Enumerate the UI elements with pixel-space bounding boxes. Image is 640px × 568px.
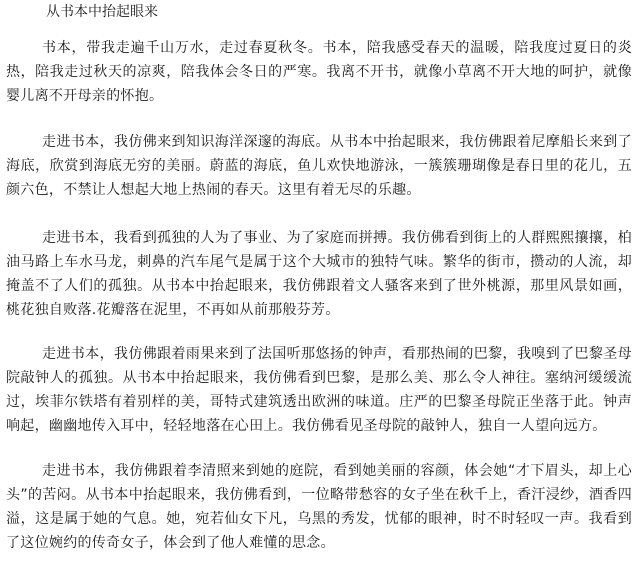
article-title: 从书本中抬起眼来 — [46, 4, 158, 20]
paragraph-5: 走进书本，我仿佛跟着李清照来到她的庭院，看到她美丽的容颜，体会她“才下眉头，却上心头”的苦闷。从书本中抬起眼来，我仿佛看到，一位略带愁容的女子坐在秋千上，香汗浸纱，酒香四溢，这是属于她的气息。她，宛若仙女下凡，乌黑的秀发，忧郁的眼神，时不时轻叹一声。我看到了这位婉约的传奇女子，体会到了他人难懂的思念。 — [6, 463, 632, 551]
paragraph-1: 书本，带我走遍千山万水，走过春夏秋冬。书本，陪我感受春天的温暖，陪我度过夏日的炎热，陪我走过秋天的凉爽，陪我体会冬日的严寒。我离不开书，就像小草离不开大地的呵护，就像婴儿离不开母亲的怀抱。 — [6, 40, 632, 104]
paragraph-2: 走进书本，我仿佛来到知识海洋深邃的海底。从书本中抬起眼来，我仿佛跟着尼摩船长来到了海底，欣赏到海底无穷的美丽。蔚蓝的海底，鱼儿欢快地游泳，一簇簇珊瑚像是春日里的花儿，五颜六色，不禁让人想起大地上热闹的春天。这里有着无尽的乐趣。 — [6, 134, 632, 198]
paragraph-4: 走进书本，我仿佛跟着雨果来到了法国听那悠扬的钟声，看那热闹的巴黎，我嗅到了巴黎圣母院敲钟人的孤独。从书本中抬起眼来，我仿佛看到巴黎，是那么美、那么令人神往。塞纳河缓缓流过，埃菲尔铁塔有着别样的美，哥特式建筑透出欧洲的味道。庄严的巴黎圣母院正坐落于此。钟声响起，幽幽地传入耳中，轻轻地落在心田上。我仿佛看见圣母院的敲钟人，独自一人望向远方。 — [6, 346, 632, 434]
paragraph-3: 走进书本，我看到孤独的人为了事业、为了家庭而拼搏。我仿佛看到街上的人群熙熙攘攘，柏油马路上车水马龙，刺鼻的汽车尾气是属于这个大城市的独特气味。繁华的街市，攒动的人流，却掩盖不了人们的孤独。从书本中抬起眼来，我仿佛跟着文人骚客来到了世外桃源，那里风景如画，桃花独自败落.花瓣落在泥里，不再如从前那般芬芳。 — [6, 230, 632, 318]
